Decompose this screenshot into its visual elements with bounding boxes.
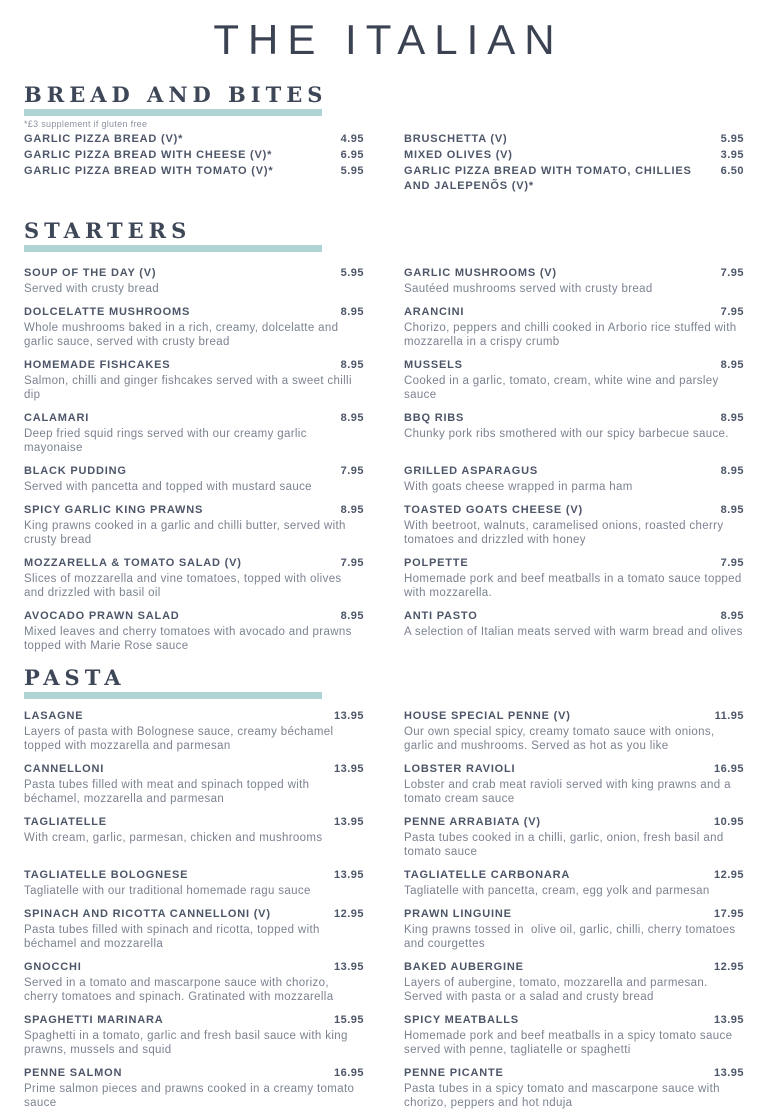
item-title-line	[24, 1066, 364, 1081]
item-price: 13.95	[333, 710, 364, 722]
menu-item	[24, 164, 364, 194]
item-name: CALAMARI	[24, 412, 90, 424]
section-items	[24, 266, 744, 653]
item-price: 8.95	[340, 412, 364, 424]
menu-row	[24, 503, 744, 547]
menu-item	[404, 1013, 744, 1057]
item-price: 16.95	[333, 1067, 364, 1079]
item-price: 13.95	[333, 869, 364, 881]
item-name: GNOCCHI	[24, 961, 82, 973]
menu-item	[24, 266, 364, 296]
item-title-line	[24, 266, 364, 281]
item-name: MIXED OLIVES (V)	[404, 149, 513, 161]
menu-row	[24, 868, 744, 898]
item-name: PRAWN LINGUINE	[404, 908, 512, 920]
menu-row	[24, 164, 744, 194]
item-name: ARANCINI	[404, 306, 465, 318]
menu-item	[24, 868, 364, 898]
item-price: 8.95	[340, 610, 364, 622]
item-price: 13.95	[333, 961, 364, 973]
item-description: Pasta tubes in a spicy tomato and mascarpone sauce with chorizo, peppers and hot nduja	[404, 1083, 724, 1109]
menu-item	[404, 762, 744, 806]
menu-row	[24, 960, 744, 1004]
item-name: SPICY GARLIC KING PRAWNS	[24, 504, 204, 516]
menu-item	[24, 960, 364, 1004]
item-description: With beetroot, walnuts, caramelised onions, roasted cherry tomatoes and drizzled with honey	[404, 520, 727, 546]
item-name: MOZZARELLA & TOMATO SALAD (V)	[24, 557, 242, 569]
item-price: 7.95	[340, 557, 364, 569]
menu-row	[24, 1013, 744, 1057]
item-name: POLPETTE	[404, 557, 469, 569]
item-title-line	[24, 148, 364, 163]
item-title-line	[404, 305, 744, 320]
menu-item	[404, 556, 744, 600]
item-description: Cooked in a garlic, tomato, cream, white wine and parsley sauce	[404, 375, 723, 401]
item-title-line	[404, 709, 744, 724]
menu-section-bread-and-bites	[24, 82, 744, 194]
item-name: PENNE PICANTE	[404, 1067, 504, 1079]
item-name: GARLIC MUSHROOMS (V)	[404, 267, 557, 279]
item-price: 12.95	[713, 869, 744, 881]
item-description: A selection of Italian meats served with warm bread and olives	[404, 626, 743, 638]
item-name: TAGLIATELLE	[24, 816, 107, 828]
item-title-line	[404, 907, 744, 922]
item-description: Pasta tubes filled with spinach and ricotta, topped with béchamel and mozzarella	[24, 924, 324, 950]
item-name: TAGLIATELLE BOLOGNESE	[24, 869, 189, 881]
menu-row	[24, 609, 744, 653]
item-price: 17.95	[713, 908, 744, 920]
menu-item	[24, 358, 364, 402]
item-name: DOLCELATTE MUSHROOMS	[24, 306, 191, 318]
menu-item	[24, 762, 364, 806]
item-title-line	[404, 411, 744, 426]
item-description: Homemade pork and beef meatballs in a tomato sauce topped with mozzarella.	[404, 573, 746, 599]
item-title-line	[404, 556, 744, 571]
item-description: Salmon, chilli and ginger fishcakes served with a sweet chilli dip	[24, 375, 356, 401]
menu-item	[404, 358, 744, 402]
item-name: GARLIC PIZZA BREAD WITH CHEESE (V)*	[24, 149, 273, 161]
item-price: 8.95	[340, 306, 364, 318]
item-title-line	[404, 464, 744, 479]
item-title-line	[404, 358, 744, 373]
menu-item	[24, 556, 364, 600]
section-underline	[24, 109, 322, 116]
item-title-line	[404, 609, 744, 624]
item-price: 4.95	[340, 133, 364, 145]
item-description: King prawns cooked in a garlic and chilli butter, served with crusty bread	[24, 520, 350, 546]
menu-item	[24, 503, 364, 547]
item-description: Spaghetti in a tomato, garlic and fresh basil sauce with king prawns, mussels and squid	[24, 1030, 352, 1056]
item-name: HOMEMADE FISHCAKES	[24, 359, 171, 371]
menu-row	[24, 907, 744, 951]
menu-item	[404, 868, 744, 898]
item-title-line	[404, 503, 744, 518]
item-description: Sautéed mushrooms served with crusty bread	[404, 283, 653, 295]
item-description: Prime salmon pieces and prawns cooked in a creamy tomato sauce	[24, 1083, 358, 1109]
menu-row	[24, 358, 744, 402]
item-name: HOUSE SPECIAL PENNE (V)	[404, 710, 571, 722]
item-description: Pasta tubes filled with meat and spinach topped with béchamel, mozzarella and parmesan	[24, 779, 313, 805]
item-name: CANNELLONI	[24, 763, 105, 775]
item-title-line	[404, 164, 744, 194]
item-description: Whole mushrooms baked in a rich, creamy, dolcelatte and garlic sauce, served with crusty bread	[24, 322, 342, 348]
item-title-line	[404, 762, 744, 777]
menu-item	[404, 464, 744, 494]
item-description: Tagliatelle with pancetta, cream, egg yolk and parmesan	[404, 885, 710, 897]
menu-item	[404, 503, 744, 547]
section-heading-bread-and-bites: BREAD AND BITES	[24, 82, 328, 107]
section-underline	[24, 692, 322, 699]
menu-row	[24, 815, 744, 859]
menu-row	[24, 1066, 744, 1110]
item-name: LASAGNE	[24, 710, 84, 722]
item-title-line	[24, 358, 364, 373]
item-name: GARLIC PIZZA BREAD WITH TOMATO, CHILLIES AND JALEPENÕS (V)*	[404, 165, 692, 192]
item-price: 7.95	[720, 306, 744, 318]
menu-item	[404, 907, 744, 951]
menu-row	[24, 305, 744, 349]
menu-item	[404, 164, 744, 194]
item-name: TOASTED GOATS CHEESE (V)	[404, 504, 583, 516]
item-title-line	[24, 164, 364, 179]
item-price: 8.95	[340, 359, 364, 371]
item-title-line	[24, 132, 364, 147]
item-price: 7.95	[720, 557, 744, 569]
item-title-line	[24, 868, 364, 883]
menu-item	[404, 709, 744, 753]
menu-section-pasta	[24, 665, 744, 1110]
item-name: SOUP OF THE DAY (V)	[24, 267, 157, 279]
item-price: 8.95	[720, 412, 744, 424]
item-title-line	[404, 815, 744, 830]
menu-item	[404, 1066, 744, 1110]
item-description: Layers of pasta with Bolognese sauce, creamy béchamel topped with mozzarella and parmesan	[24, 726, 337, 752]
item-name: BAKED AUBERGINE	[404, 961, 524, 973]
item-description: Served with crusty bread	[24, 283, 159, 295]
item-name: PENNE ARRABIATA (V)	[404, 816, 541, 828]
item-name: MUSSELS	[404, 359, 463, 371]
item-description: Slices of mozzarella and vine tomatoes, topped with olives and drizzled with basil oil	[24, 573, 346, 599]
page-title: THE ITALIAN	[213, 16, 564, 63]
item-price: 11.95	[714, 710, 744, 722]
item-name: BLACK PUDDING	[24, 465, 127, 477]
menu-row	[24, 762, 744, 806]
item-title-line	[404, 132, 744, 147]
item-title-line	[404, 960, 744, 975]
item-price: 6.50	[720, 165, 744, 177]
item-price: 7.95	[340, 465, 364, 477]
gluten-free-note: *£3 supplement if gluten free	[24, 119, 148, 129]
item-title-line	[24, 305, 364, 320]
menu-item	[404, 266, 744, 296]
menu-item	[24, 305, 364, 349]
section-heading-pasta: PASTA	[24, 665, 126, 690]
item-description: King prawns tossed in olive oil, garlic, chilli, cherry tomatoes and courgettes	[404, 924, 740, 950]
item-title-line	[404, 1066, 744, 1081]
menu-item	[24, 815, 364, 859]
item-name: LOBSTER RAVIOLI	[404, 763, 516, 775]
item-title-line	[404, 148, 744, 163]
menu-item	[404, 305, 744, 349]
item-name: SPINACH AND RICOTTA CANNELLONI (V)	[24, 908, 271, 920]
item-description: Deep fried squid rings served with our creamy garlic mayonaise	[24, 428, 311, 454]
item-price: 8.95	[720, 465, 744, 477]
item-title-line	[24, 609, 364, 624]
item-description: Tagliatelle with our traditional homemade ragu sauce	[24, 885, 311, 897]
item-price: 16.95	[713, 763, 744, 775]
section-underline	[24, 245, 322, 252]
item-name: BRUSCHETTA (V)	[404, 133, 508, 145]
item-title-line	[24, 815, 364, 830]
item-description: Homemade pork and beef meatballs in a spicy tomato sauce served with penne, tagliatelle or spaghetti	[404, 1030, 736, 1056]
menu-item	[24, 907, 364, 951]
item-name: SPICY MEATBALLS	[404, 1014, 519, 1026]
item-price: 8.95	[720, 504, 744, 516]
menu-item	[24, 411, 364, 455]
menu-item	[24, 132, 364, 147]
item-description: Lobster and crab meat ravioli served with king prawns and a tomato cream sauce	[404, 779, 735, 805]
menu-row	[24, 464, 744, 494]
item-title-line	[24, 960, 364, 975]
item-description: Mixed leaves and cherry tomatoes with avocado and prawns topped with Marie Rose sauce	[24, 626, 356, 652]
menu-row	[24, 709, 744, 753]
item-description: With cream, garlic, parmesan, chicken and mushrooms	[24, 832, 323, 844]
item-price: 10.95	[713, 816, 744, 828]
item-price: 12.95	[333, 908, 364, 920]
item-name: ANTI PASTO	[404, 610, 478, 622]
item-title-line	[24, 411, 364, 426]
menu-item	[24, 464, 364, 494]
menu-item	[404, 960, 744, 1004]
section-items	[24, 132, 744, 194]
item-name: BBQ RIBS	[404, 412, 465, 424]
menu-section-starters	[24, 218, 744, 653]
item-description: Chunky pork ribs smothered with our spicy barbecue sauce.	[404, 428, 729, 440]
menu-item	[24, 1013, 364, 1057]
item-price: 7.95	[720, 267, 744, 279]
menu-item	[404, 132, 744, 147]
item-price: 5.95	[720, 133, 744, 145]
menu-item	[404, 411, 744, 455]
item-price: 13.95	[713, 1014, 744, 1026]
item-name: AVOCADO PRAWN SALAD	[24, 610, 180, 622]
item-price: 5.95	[340, 267, 364, 279]
item-price: 13.95	[333, 816, 364, 828]
item-description: Our own special spicy, creamy tomato sauce with onions, garlic and mushrooms. Served as hot as you like	[404, 726, 719, 752]
menu-item	[24, 709, 364, 753]
menu-row	[24, 266, 744, 296]
menu-row	[24, 148, 744, 163]
item-price: 8.95	[340, 504, 364, 516]
item-title-line	[24, 503, 364, 518]
item-price: 6.95	[340, 149, 364, 161]
item-title-line	[404, 868, 744, 883]
item-description: Served in a tomato and mascarpone sauce with chorizo, cherry tomatoes and spinach. Gratinated with mozzarella	[24, 977, 334, 1003]
item-name: SPAGHETTI MARINARA	[24, 1014, 164, 1026]
item-price: 8.95	[720, 359, 744, 371]
item-price: 13.95	[713, 1067, 744, 1079]
menu-item	[24, 148, 364, 163]
section-heading-starters: STARTERS	[24, 218, 192, 243]
section-items	[24, 709, 744, 1110]
menu-item	[24, 609, 364, 653]
menu-row	[24, 132, 744, 147]
item-price: 15.95	[333, 1014, 364, 1026]
item-name: GRILLED ASPARAGUS	[404, 465, 538, 477]
item-title-line	[24, 907, 364, 922]
item-description: With goats cheese wrapped in parma ham	[404, 481, 633, 493]
item-title-line	[24, 1013, 364, 1028]
item-description: Layers of aubergine, tomato, mozzarella and parmesan. Served with pasta or a salad and crusty bread	[404, 977, 712, 1003]
item-title-line	[404, 1013, 744, 1028]
item-price: 13.95	[333, 763, 364, 775]
menu-item	[404, 815, 744, 859]
item-name: GARLIC PIZZA BREAD WITH TOMATO (V)*	[24, 165, 274, 177]
menu-row	[24, 411, 744, 455]
item-title-line	[24, 762, 364, 777]
item-price: 5.95	[340, 165, 364, 177]
item-title-line	[404, 266, 744, 281]
item-title-line	[24, 464, 364, 479]
item-name: PENNE SALMON	[24, 1067, 123, 1079]
menu-item	[404, 609, 744, 653]
menu-item	[404, 148, 744, 163]
item-description: Served with pancetta and topped with mustard sauce	[24, 481, 312, 493]
menu-row	[24, 556, 744, 600]
item-description: Chorizo, peppers and chilli cooked in Arborio rice stuffed with mozzarella in a crispy crumb	[404, 322, 741, 348]
item-title-line	[24, 556, 364, 571]
menu-item	[24, 1066, 364, 1110]
item-price: 3.95	[720, 149, 744, 161]
item-price: 12.95	[713, 961, 744, 973]
item-title-line	[24, 709, 364, 724]
item-price: 8.95	[720, 610, 744, 622]
item-description: Pasta tubes cooked in a chilli, garlic, onion, fresh basil and tomato sauce	[404, 832, 728, 858]
item-name: TAGLIATELLE CARBONARA	[404, 869, 571, 881]
item-name: GARLIC PIZZA BREAD (V)*	[24, 133, 184, 145]
